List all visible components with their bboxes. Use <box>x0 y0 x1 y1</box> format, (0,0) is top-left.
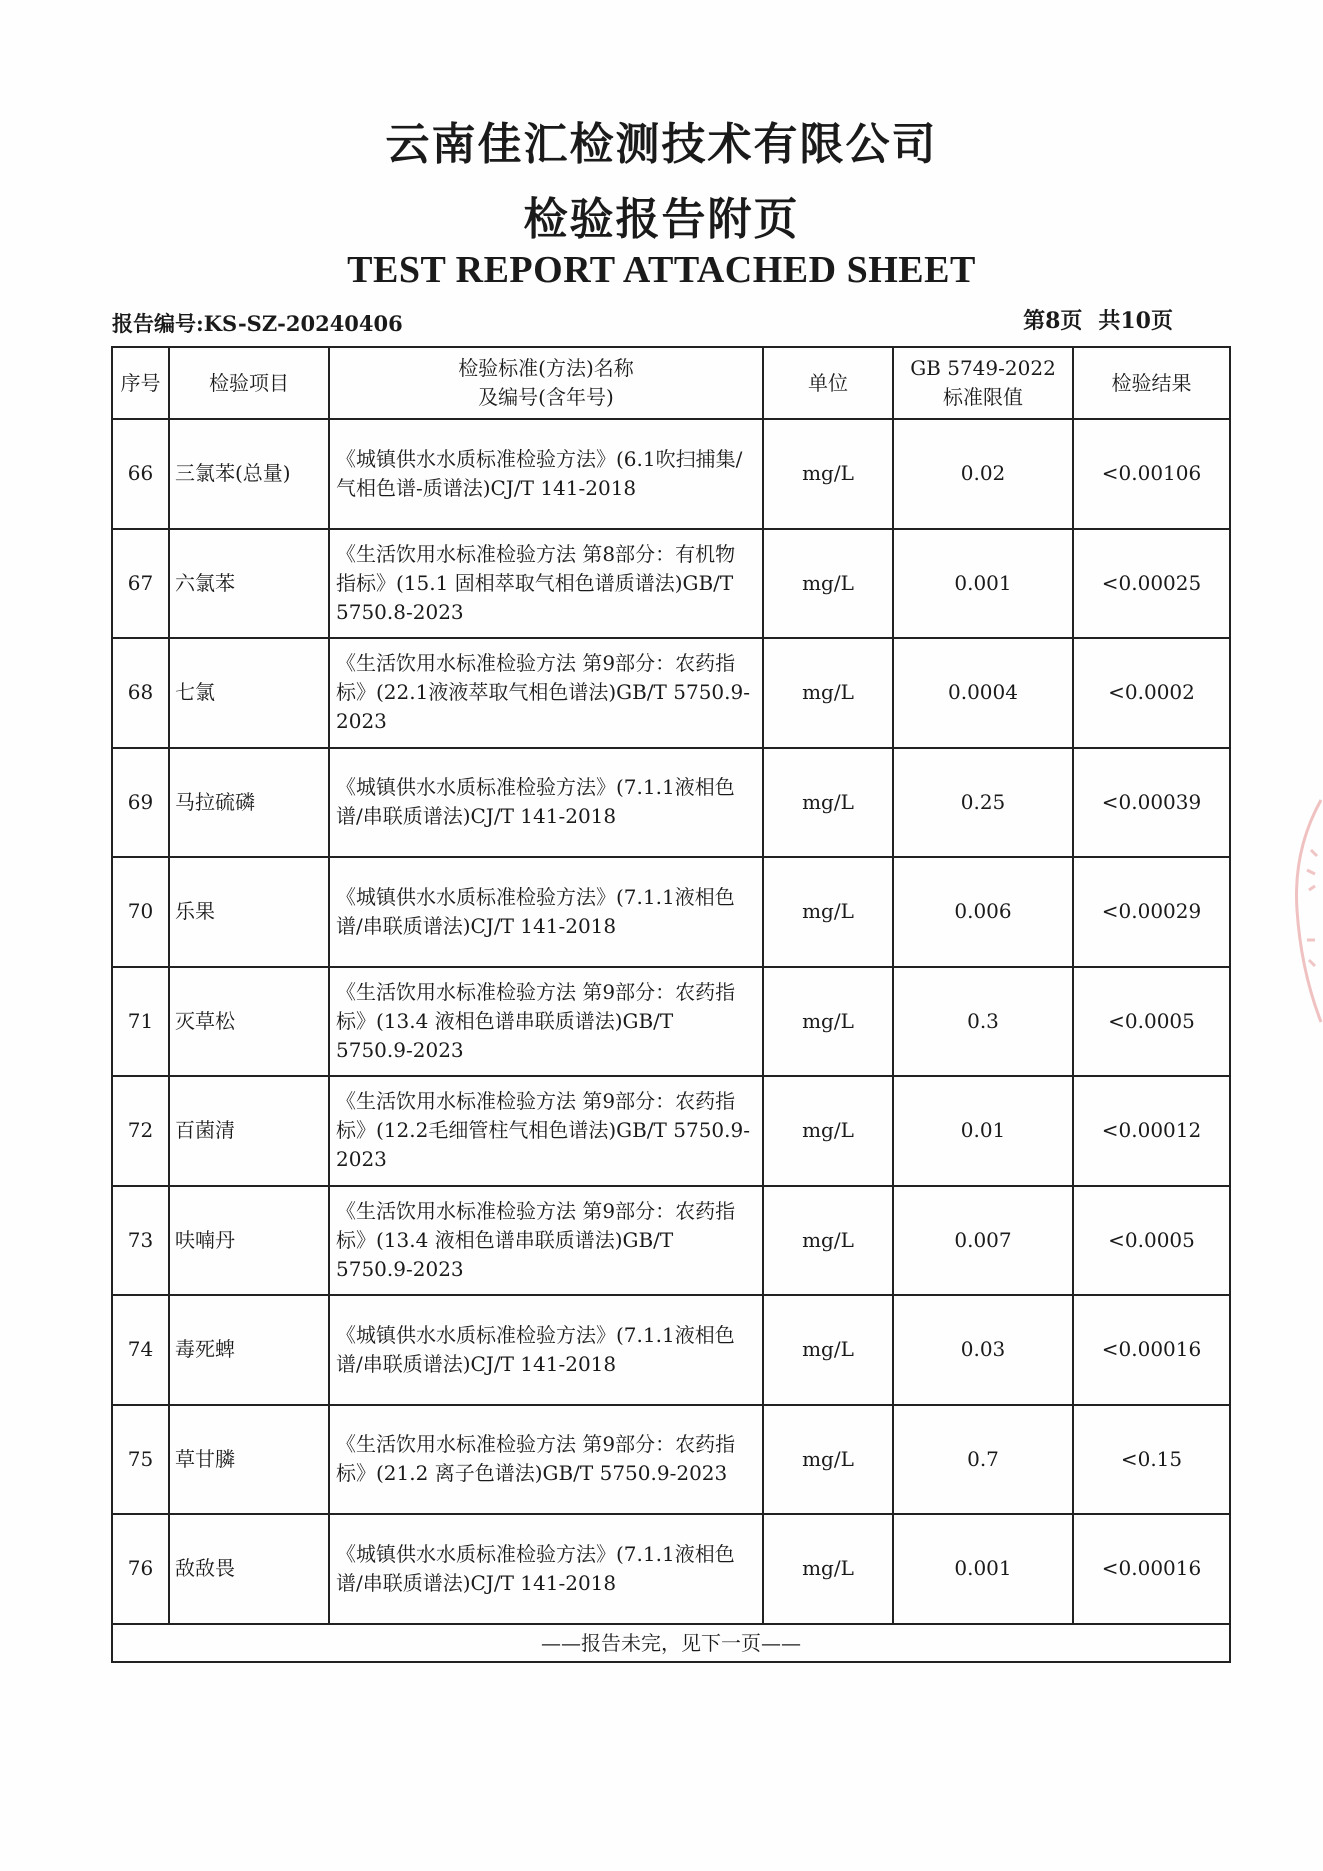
cell-method: 《生活饮用水标准检验方法 第9部分：农药指标》(13.4 液相色谱串联质谱法)GB/T 5750.9-2023 <box>329 1186 763 1296</box>
header-method-line1: 检验标准(方法)名称 <box>458 356 634 380</box>
cell-seq: 72 <box>112 1076 169 1186</box>
cell-limit: 0.3 <box>893 967 1073 1077</box>
cell-unit: mg/L <box>763 967 893 1077</box>
cell-result: <0.00029 <box>1073 857 1230 967</box>
cell-method: 《生活饮用水标准检验方法 第8部分：有机物指标》(15.1 固相萃取气相色谱质谱法)GB/T 5750.8-2023 <box>329 529 763 639</box>
cell-item: 乐果 <box>169 857 329 967</box>
cell-result: <0.00012 <box>1073 1076 1230 1186</box>
table-row <box>112 748 1230 858</box>
cell-method: 《生活饮用水标准检验方法 第9部分：农药指标》(12.2毛细管柱气相色谱法)GB/T 5750.9-2023 <box>329 1076 763 1186</box>
cell-item: 草甘膦 <box>169 1405 329 1515</box>
cell-limit: 0.0004 <box>893 638 1073 748</box>
cell-result: <0.0005 <box>1073 967 1230 1077</box>
cell-seq: 75 <box>112 1405 169 1515</box>
cell-result: <0.00016 <box>1073 1295 1230 1405</box>
cell-limit: 0.03 <box>893 1295 1073 1405</box>
cell-item: 毒死蜱 <box>169 1295 329 1405</box>
cell-limit: 0.7 <box>893 1405 1073 1515</box>
header-limit-line2: 标准限值 <box>943 385 1023 409</box>
cell-seq: 71 <box>112 967 169 1077</box>
header-item: 检验项目 <box>169 347 329 419</box>
cell-seq: 76 <box>112 1514 169 1624</box>
table-row <box>112 1295 1230 1405</box>
cell-seq: 67 <box>112 529 169 639</box>
cell-limit: 0.006 <box>893 857 1073 967</box>
cell-method: 《城镇供水水质标准检验方法》(6.1吹扫捕集/气相色谱-质谱法)CJ/T 141-2018 <box>329 419 763 529</box>
cell-unit: mg/L <box>763 1186 893 1296</box>
report-title-en: TEST REPORT ATTACHED SHEET <box>347 249 976 291</box>
report-title-cn: 检验报告附页 <box>523 194 800 245</box>
table-row <box>112 857 1230 967</box>
cell-unit: mg/L <box>763 1076 893 1186</box>
cell-seq: 73 <box>112 1186 169 1296</box>
cell-result: <0.0005 <box>1073 1186 1230 1296</box>
cell-item: 马拉硫磷 <box>169 748 329 858</box>
results-table <box>111 346 1231 1663</box>
cell-unit: mg/L <box>763 638 893 748</box>
continuation-note: ——报告未完，见下一页—— <box>112 1624 1230 1662</box>
cell-seq: 70 <box>112 857 169 967</box>
table-row <box>112 529 1230 639</box>
header-method-line2: 及编号(含年号) <box>478 385 614 409</box>
cell-unit: mg/L <box>763 1405 893 1515</box>
cell-seq: 74 <box>112 1295 169 1405</box>
table-row <box>112 638 1230 748</box>
cell-method: 《生活饮用水标准检验方法 第9部分：农药指标》(22.1液液萃取气相色谱法)GB/T 5750.9-2023 <box>329 638 763 748</box>
cell-item: 百菌清 <box>169 1076 329 1186</box>
cell-limit: 0.001 <box>893 1514 1073 1624</box>
table-row <box>112 967 1230 1077</box>
cell-method: 《生活饮用水标准检验方法 第9部分：农药指标》(21.2 离子色谱法)GB/T 5750.9-2023 <box>329 1405 763 1515</box>
cell-result: <0.0002 <box>1073 638 1230 748</box>
header-result: 检验结果 <box>1073 347 1230 419</box>
cell-unit: mg/L <box>763 529 893 639</box>
table-row <box>112 1186 1230 1296</box>
red-seal-stamp-edge <box>1263 790 1323 1030</box>
page-indicator <box>1023 304 1173 335</box>
company-name: 云南佳汇检测技术有限公司 <box>385 119 938 170</box>
cell-item: 七氯 <box>169 638 329 748</box>
cell-result: <0.00025 <box>1073 529 1230 639</box>
header-unit: 单位 <box>763 347 893 419</box>
cell-limit: 0.02 <box>893 419 1073 529</box>
cell-item: 三氯苯(总量) <box>169 419 329 529</box>
header-limit-line1: GB 5749-2022 <box>910 356 1056 380</box>
page-current: 第8页 <box>1023 308 1083 334</box>
cell-result: <0.00016 <box>1073 1514 1230 1624</box>
cell-limit: 0.007 <box>893 1186 1073 1296</box>
table-row <box>112 1405 1230 1515</box>
cell-method: 《城镇供水水质标准检验方法》(7.1.1液相色谱/串联质谱法)CJ/T 141-2018 <box>329 1295 763 1405</box>
cell-result: <0.00106 <box>1073 419 1230 529</box>
table-header-row <box>112 347 1230 419</box>
report-number: 报告编号:KS-SZ-20240406 <box>112 311 403 336</box>
cell-unit: mg/L <box>763 857 893 967</box>
cell-item: 呋喃丹 <box>169 1186 329 1296</box>
table-row <box>112 1076 1230 1186</box>
cell-method: 《城镇供水水质标准检验方法》(7.1.1液相色谱/串联质谱法)CJ/T 141-2018 <box>329 1514 763 1624</box>
cell-seq: 68 <box>112 638 169 748</box>
cell-limit: 0.01 <box>893 1076 1073 1186</box>
cell-unit: mg/L <box>763 1295 893 1405</box>
header-limit <box>893 347 1073 419</box>
cell-method: 《城镇供水水质标准检验方法》(7.1.1液相色谱/串联质谱法)CJ/T 141-2018 <box>329 857 763 967</box>
cell-limit: 0.25 <box>893 748 1073 858</box>
cell-method: 《城镇供水水质标准检验方法》(7.1.1液相色谱/串联质谱法)CJ/T 141-2018 <box>329 748 763 858</box>
header-method <box>329 347 763 419</box>
cell-item: 敌敌畏 <box>169 1514 329 1624</box>
table-row <box>112 419 1230 529</box>
table-footer-row <box>112 1624 1230 1662</box>
cell-result: <0.15 <box>1073 1405 1230 1515</box>
cell-item: 灭草松 <box>169 967 329 1077</box>
cell-unit: mg/L <box>763 419 893 529</box>
cell-limit: 0.001 <box>893 529 1073 639</box>
page-total: 共10页 <box>1098 308 1173 334</box>
cell-method: 《生活饮用水标准检验方法 第9部分：农药指标》(13.4 液相色谱串联质谱法)GB/T 5750.9-2023 <box>329 967 763 1077</box>
cell-seq: 66 <box>112 419 169 529</box>
cell-item: 六氯苯 <box>169 529 329 639</box>
header-seq: 序号 <box>112 347 169 419</box>
cell-seq: 69 <box>112 748 169 858</box>
cell-unit: mg/L <box>763 1514 893 1624</box>
cell-unit: mg/L <box>763 748 893 858</box>
cell-result: <0.00039 <box>1073 748 1230 858</box>
table-row <box>112 1514 1230 1624</box>
